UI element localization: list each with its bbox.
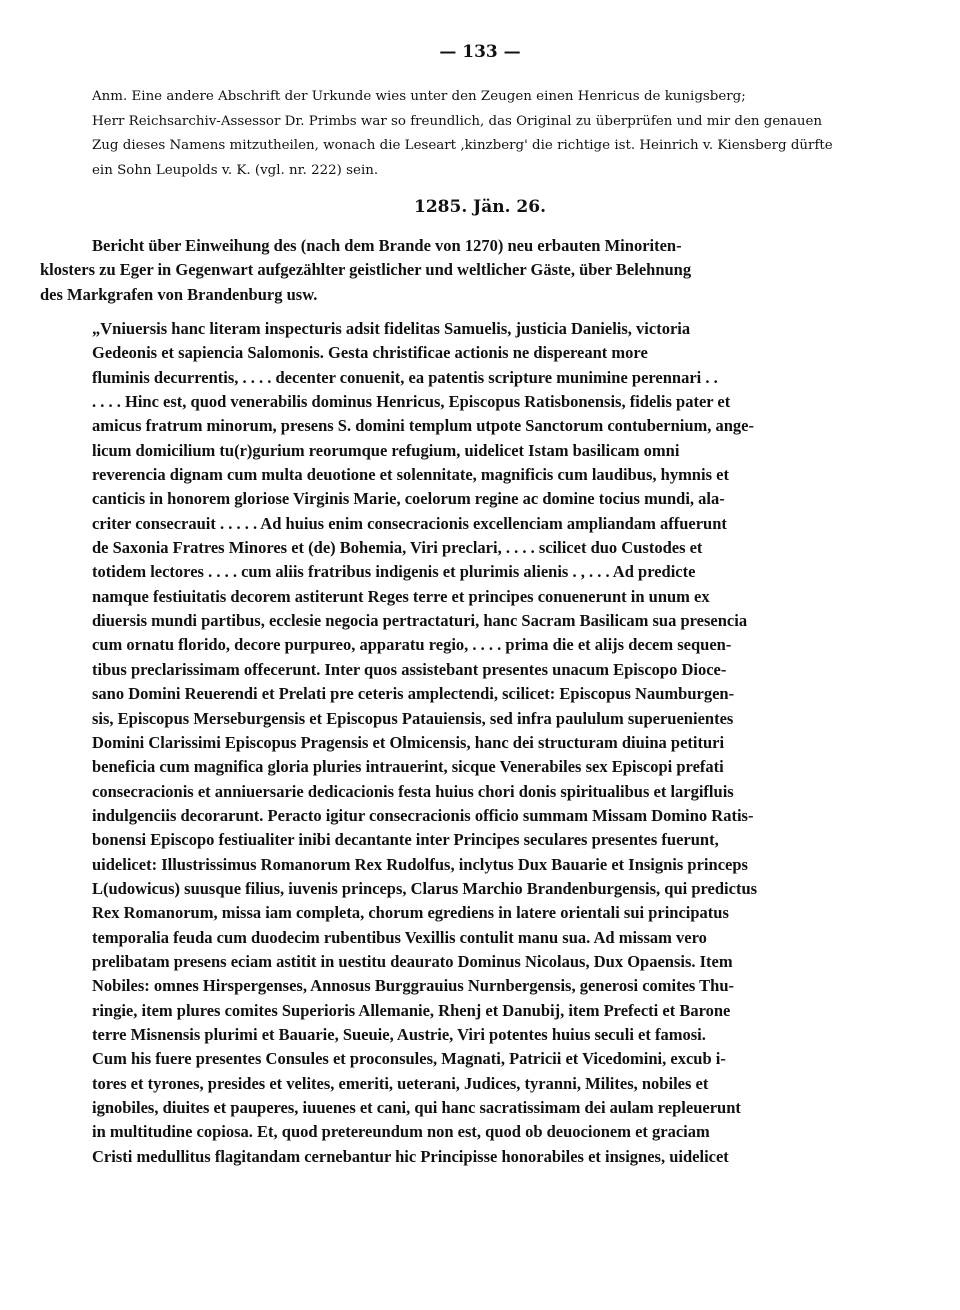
text-line: temporalia feuda cum duodecim rubentibus Vexillis contulit manu sua. Ad missam vero [92,927,707,947]
text-line: canticis in honorem gloriose Virginis Marie, coelorum regine ac domine tocius mundi, ala- [92,489,725,509]
footnote-line: ein Sohn Leupolds v. K. (vgl. nr. 222) sein. [92,162,379,178]
text-line: uidelicet: Illustrissimus Romanorum Rex Rudolfus, inclytus Dux Bauarie et Insignis princeps [92,854,748,874]
summary-line: klosters zu Eger in Gegenwart aufgezählter geistlicher und weltlicher Gäste, über Belehnung [40,260,692,280]
text-line: indulgenciis decorarunt. Peracto igitur consecracionis officio summam Missam Domino Ratis- [92,805,754,825]
text-line: . . . . Hinc est, quod venerabilis dominus Henricus, Episcopus Ratisbonensis, fidelis pater et [92,392,731,412]
text-line: in multitudine copiosa. Et, quod pretereundum non est, quod ob deuocionem et graciam [92,1122,710,1142]
text-line: namque festiuitatis decorem astiterunt Reges terre et principes conuenerunt in unum ex [92,586,710,606]
footnote [92,85,912,183]
text-line: beneficia cum magnifica gloria pluries intrauerint, sicque Venerabiles sex Episcopi prefati [92,757,724,777]
footnote-line: Herr Reichsarchiv-Assessor Dr. Primbs war so freundlich, das Original zu überprüfen und mir den genauen [92,113,823,129]
summary-line: des Markgrafen von Brandenburg usw. [40,284,318,304]
text-line: L(udowicus) suusque filius, iuvenis princeps, Clarus Marchio Brandenburgensis, qui predictus [92,878,758,898]
text-line: fluminis decurrentis, . . . . decenter conuenit, ea patentis scripture munimine perennari . . [92,367,718,387]
entry-summary [40,234,920,307]
text-line: terre Misnensis plurimi et Bauarie, Sueuie, Austrie, Viri potentes huius seculi et famosi. [92,1024,706,1044]
text-line: cum ornatu florido, decore purpureo, apparatu regio, . . . . prima die et alijs decem sequen- [92,635,732,655]
text-line: bonensi Episcopo festiualiter inibi decantante inter Principes seculares presentes fuerunt, [92,830,719,850]
text-line: criter consecrauit . . . . . Ad huius enim consecracionis excellenciam ampliandam affuerunt [92,513,727,533]
text-line: tores et tyrones, presides et velites, emeriti, ueterani, Judices, tyranni, Milites, nobiles et [92,1073,709,1093]
text-line: sis, Episcopus Merseburgensis et Episcopus Patauiensis, sed infra paululum superuenientes [92,708,734,728]
text-line: tibus preclarissimam offecerunt. Inter quos assistebant presentes unacum Episcopo Dioce- [92,659,727,679]
text-line: licum domicilium tu(r)gurium reorumque refugium, uidelicet Istam basilicam omni [92,440,680,460]
text-line: Domini Clarissimi Episcopus Pragensis et Olmicensis, hanc dei structuram diuina petituri [92,732,725,752]
text-line: Cristi medullitus flagitandam cernebantur hic Principisse honorabiles et insignes, uidelicet [92,1146,729,1166]
text-line: ringie, item plures comites Superioris Allemanie, Rhenj et Danubij, item Prefecti et Barone [92,1000,731,1020]
text-line: totidem lectores . . . . cum aliis fratribus indigenis et plurimis alienis . , . . . Ad predicte [92,562,696,582]
text-line: consecracionis et anniuersarie dedicacionis festa huius chori donis spiritualibus et largifluis [92,781,734,801]
text-line: de Saxonia Fratres Minores et (de) Bohemia, Viri preclari, . . . . scilicet duo Custodes et [92,538,703,558]
entry-date: 1285. Jän. 26. [414,197,546,217]
text-line: reverencia dignam cum multa deuotione et solennitate, magnificis cum laudibus, hymnis et [92,465,729,485]
text-line: „Vniuersis hanc literam inspecturis adsit fidelitas Samuelis, justicia Danielis, victoria [92,319,691,338]
text-line: prelibatam presens eciam astitit in uestitu deaurato Dominus Nicolaus, Dux Opaensis. Item [92,951,733,971]
footnote-line: Anm. Eine andere Abschrift der Urkunde wies unter den Zeugen einen Henricus de kunigsberg; [92,89,746,104]
text-line: ignobiles, diuites et pauperes, iuuenes et cani, qui hanc sacratissimam dei aulam repleuerunt [92,1098,741,1117]
text-line: amicus fratrum minorum, presens S. domini templum utpote Sanctorum contubernium, ange- [92,416,754,436]
footnote-line: Zug dieses Namens mitzutheilen, wonach die Leseart ‚kinzberg' die richtige ist. Heinrich v. Kiensberg dürfte [92,138,833,153]
page-number: — 133 — [439,42,521,62]
text-line: sano Domini Reuerendi et Prelati pre ceteris amplectendi, scilicet: Episcopus Naumburgen- [92,684,735,704]
text-line: Rex Romanorum, missa iam completa, chorum egrediens in latere orientali sui principatus [92,903,729,923]
text-line: diuersis mundi partibus, ecclesie negocia pertractaturi, hanc Sacram Basilicam sua presencia [92,611,748,631]
text-line: Cum his fuere presentes Consules et proconsules, Magnati, Patricii et Vicedomini, excub i- [92,1049,726,1069]
charter-text [92,317,920,1169]
text-line: Nobiles: omnes Hirspergenses, Annosus Burggrauius Nurnbergensis, generosi comites Thu- [92,976,735,996]
summary-line: Bericht über Einweihung des (nach dem Brande von 1270) neu erbauten Minoriten- [92,236,682,255]
text-line: Gedeonis et sapiencia Salomonis. Gesta christificae actionis ne dispereant more [92,343,648,363]
